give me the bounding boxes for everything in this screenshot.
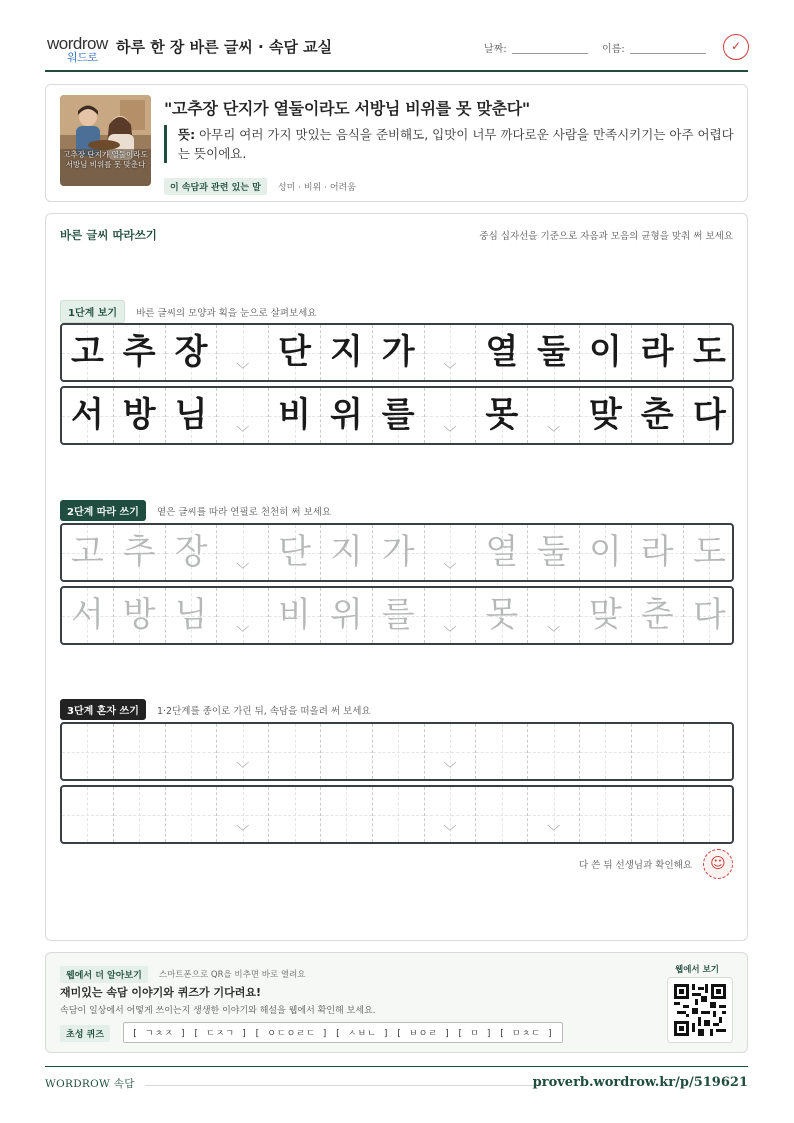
space-mark-icon: ﹀ [547,626,561,641]
step-2-row-1 [60,523,734,582]
grid-cell [62,388,114,443]
trace-character: 방 [122,595,156,635]
page-footer [45,1066,748,1096]
space-mark-icon: ﹀ [443,825,457,840]
step-2-header [60,500,331,518]
model-character: 장 [174,332,208,372]
quiz-label: 초성 퀴즈 [60,1025,110,1042]
grid-cell [580,325,632,380]
model-character: 위 [329,395,363,435]
web-more-box [45,952,748,1053]
related-words [164,175,356,191]
model-character: 비 [278,395,312,435]
illustration-caption [60,150,151,170]
grid-cell[interactable] [580,787,632,842]
step-1-badge: 1단계 보기 [60,300,125,323]
grid-cell [425,525,477,580]
model-character: 맞 [588,395,622,435]
space-mark-icon: ﹀ [236,426,250,441]
trace-character: 춘 [640,595,674,635]
grid-cell [528,325,580,380]
related-label: 이 속담과 관련 있는 말 [164,178,267,195]
space-mark-icon: ﹀ [443,626,457,641]
grid-cell [114,588,166,643]
step-3-row-1[interactable] [60,722,734,781]
space-mark-icon: ﹀ [236,762,250,777]
proverb-title: "고추장 단지가 열둘이라도 서방님 비위를 못 맞춘다" [164,99,530,118]
step-3-header [60,699,371,717]
grid-cell [269,325,321,380]
grid-cell [476,388,528,443]
grid-cell [62,588,114,643]
grid-cell[interactable] [321,724,373,779]
grid-cell[interactable] [373,724,425,779]
grid-cell [580,388,632,443]
grid-cell[interactable] [684,787,734,842]
caption-line-2: 서방님 비위를 못 맞춘다 [65,160,146,169]
model-character: 다 [693,395,726,435]
trace-character: 도 [693,532,726,572]
step-1-header [60,300,316,318]
grid-cell [684,325,734,380]
space-mark-icon: ﹀ [443,426,457,441]
space-mark-icon: ﹀ [236,363,250,378]
grid-cell[interactable] [217,724,269,779]
space-mark-icon: ﹀ [236,626,250,641]
grid-cell[interactable] [580,724,632,779]
grid-cell[interactable] [528,787,580,842]
grid-cell[interactable] [476,724,528,779]
trace-character: 장 [174,532,208,572]
trace-character: 못 [485,595,519,635]
grid-cell[interactable] [528,724,580,779]
qr-label: 웹에서 보기 [674,965,719,975]
grid-cell[interactable] [166,724,218,779]
trace-character: 위 [329,595,363,635]
grid-cell [217,325,269,380]
web-tag-desc: 스마트폰으로 QR을 비추면 바로 열려요 [158,969,306,980]
web-desc: 속담이 일상에서 어떻게 쓰이는지 생생한 이야기와 해설을 웹에서 확인해 보세요. [60,1006,376,1016]
grid-cell [114,388,166,443]
grid-cell [425,588,477,643]
grid-cell[interactable] [321,787,373,842]
check-stamp-icon: ✓ [723,34,749,60]
model-character: 서 [70,395,104,435]
grid-cell [114,525,166,580]
step-3-badge: 3단계 혼자 쓰기 [60,699,146,720]
grid-cell[interactable] [166,787,218,842]
trace-character: 맞 [588,595,622,635]
model-character: 지 [329,332,363,372]
model-character: 열 [485,332,519,372]
model-character: 방 [122,395,156,435]
grid-cell[interactable] [373,787,425,842]
grid-cell [166,588,218,643]
grid-cell[interactable] [476,787,528,842]
grid-cell [217,525,269,580]
grid-cell [528,388,580,443]
grid-cell [580,525,632,580]
handwriting-practice-section [45,213,748,941]
step-1-row-1 [60,323,734,382]
grid-cell[interactable] [217,787,269,842]
grid-cell[interactable] [632,724,684,779]
grid-cell [269,588,321,643]
grid-cell [321,525,373,580]
step-2-badge: 2단계 따라 쓰기 [60,500,146,521]
footer-divider [145,1085,543,1086]
model-character: 가 [381,332,415,372]
step-2-desc: 옅은 글씨를 따라 연필로 천천히 써 보세요 [156,506,332,518]
page-title: 하루 한 장 바른 글씨 · 속담 교실 [116,38,333,56]
step-1-desc: 바른 글씨의 모양과 획을 눈으로 살펴보세요 [136,307,317,319]
logo-text: wordrow [47,34,108,53]
logo-subtext: 워드로 [67,52,98,64]
grid-cell [321,588,373,643]
trace-character: 다 [693,595,726,635]
trace-character: 를 [381,595,415,635]
grid-cell [632,588,684,643]
trace-character: 열 [485,532,519,572]
grid-cell[interactable] [62,724,114,779]
grid-cell [373,588,425,643]
web-headline: 재미있는 속담 이야기와 퀴즈가 기다려요! [60,986,261,999]
model-character: 고 [70,332,104,372]
model-character: 를 [381,395,415,435]
grid-cell [632,525,684,580]
grid-cell [114,325,166,380]
grid-cell[interactable] [114,724,166,779]
grid-cell [632,388,684,443]
grid-cell [684,588,734,643]
space-mark-icon: ﹀ [547,825,561,840]
grid-cell[interactable] [62,787,114,842]
grid-cell [62,525,114,580]
model-character: 라 [640,332,674,372]
space-mark-icon: ﹀ [443,363,457,378]
grid-cell [528,588,580,643]
trace-character: 고 [70,532,104,572]
model-character: 이 [588,332,622,372]
model-character: 도 [693,332,726,372]
teacher-face-icon: ☺ [703,849,733,879]
grid-cell [62,325,114,380]
grid-cell[interactable] [425,724,477,779]
grid-cell [373,325,425,380]
trace-character: 님 [174,595,208,635]
web-tag: 웹에서 더 알아보기 [60,966,148,983]
grid-cell [321,388,373,443]
qr-code[interactable] [667,977,733,1043]
grid-cell [684,525,734,580]
grid-cell[interactable] [269,787,321,842]
grid-cell [166,525,218,580]
trace-character: 단 [278,532,312,572]
illustration-image [60,95,151,186]
step-2-row-2 [60,586,734,645]
footer-brand: WORDROW 속담 [45,1078,135,1090]
proverb-meaning [164,125,734,163]
trace-character: 라 [640,532,674,572]
grid-cell [476,525,528,580]
grid-cell [269,525,321,580]
model-character: 단 [278,332,312,372]
wordrow-logo [47,34,108,64]
space-mark-icon: ﹀ [443,563,457,578]
trace-character: 비 [278,595,312,635]
model-character: 둘 [537,332,570,372]
model-character: 춘 [640,395,674,435]
meaning-text: 아무리 여러 가지 맛있는 음식을 준비해도, 입맛이 너무 까다로운 사람을 만족시키기는 아주 어렵다는 뜻이에요. [178,127,734,161]
space-mark-icon: ﹀ [236,563,250,578]
grid-cell[interactable] [425,787,477,842]
grid-cell [217,588,269,643]
space-mark-icon: ﹀ [236,825,250,840]
trace-character: 서 [70,595,104,635]
related-words-list: 성미 · 비위 · 어려움 [277,183,356,193]
grid-cell [528,525,580,580]
trace-character: 추 [122,532,156,572]
grid-cell[interactable] [684,724,734,779]
grid-cell [321,325,373,380]
grid-cell [476,325,528,380]
page-header [45,28,748,72]
grid-cell [425,325,477,380]
grid-cell [269,388,321,443]
qr-code-icon [674,984,726,1036]
name-label: 이름: [602,44,625,55]
quiz-text: [ ㄱㅊㅈ ] [ ㄷㅈㄱ ] [ ㅇㄷㅇㄹㄷ ] [ ㅅㅂㄴ ] [ ㅂㅇㄹ ] [ ㅁ ] [ ㅁㅊㄷ ] [123,1022,563,1043]
grid-cell [166,388,218,443]
grid-cell [373,525,425,580]
grid-cell [476,588,528,643]
model-character: 추 [122,332,156,372]
step-3-row-2[interactable] [60,785,734,844]
model-character: 님 [174,395,208,435]
proverb-illustration [60,95,151,186]
step-3-desc: 1·2단계를 종이로 가린 뒤, 속담을 떠올려 써 보세요 [156,705,371,717]
date-field[interactable] [512,53,588,54]
meaning-label: 뜻: [178,127,196,142]
trace-character: 둘 [537,532,570,572]
caption-line-1: 고추장 단지가 열둘이라도 [63,150,148,159]
grid-cell [632,325,684,380]
teacher-check-note: 다 쓴 뒤 선생님과 확인해요 [578,860,692,871]
grid-cell [580,588,632,643]
model-character: 못 [485,395,519,435]
grid-cell[interactable] [632,787,684,842]
grid-cell [373,388,425,443]
name-field[interactable] [630,53,706,54]
grid-cell [166,325,218,380]
date-label: 날짜: [484,44,507,55]
practice-title: 바른 글씨 따라쓰기 [60,228,157,242]
space-mark-icon: ﹀ [443,762,457,777]
grid-cell [217,388,269,443]
trace-character: 이 [588,532,622,572]
grid-cell[interactable] [114,787,166,842]
trace-character: 가 [381,532,415,572]
proverb-card [45,84,748,202]
practice-hint: 중심 십자선을 기준으로 자음과 모음의 균형을 맞춰 써 보세요 [479,231,733,242]
grid-cell [425,388,477,443]
web-tag-line [60,963,306,983]
grid-cell[interactable] [269,724,321,779]
grid-cell [684,388,734,443]
initial-quiz [60,1022,563,1043]
space-mark-icon: ﹀ [547,426,561,441]
trace-character: 지 [329,532,363,572]
step-1-row-2 [60,386,734,445]
footer-url[interactable]: proverb.wordrow.kr/p/519621 [532,1075,748,1090]
